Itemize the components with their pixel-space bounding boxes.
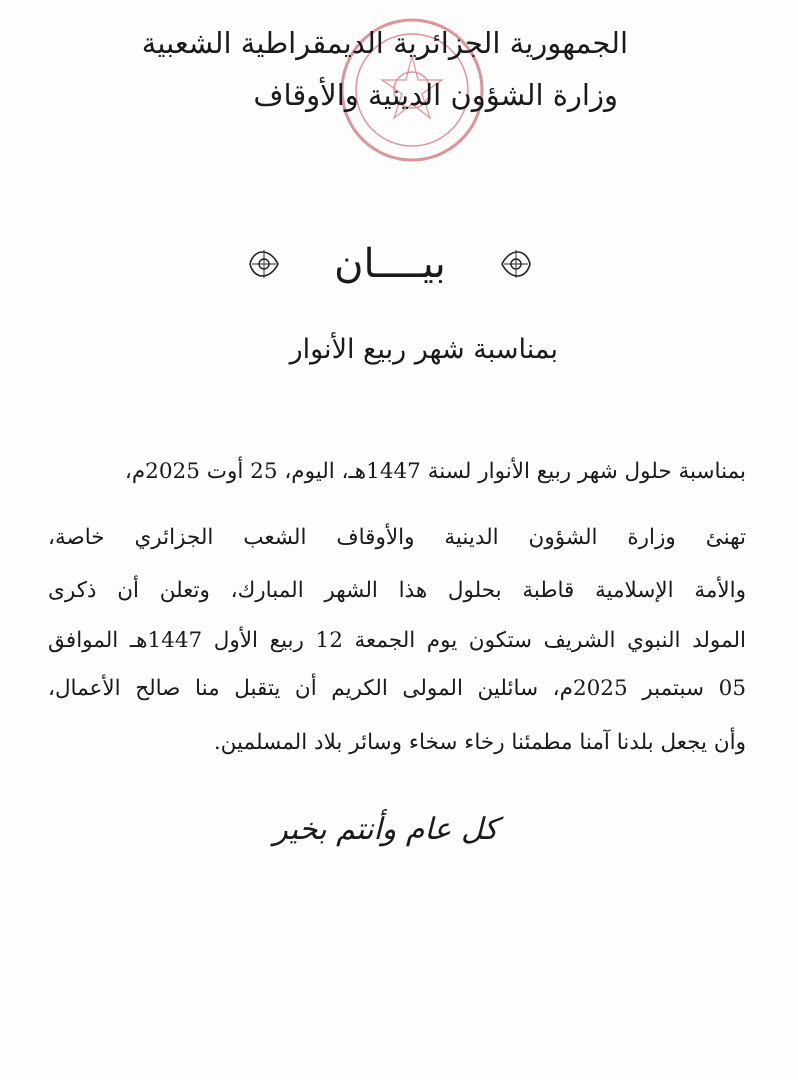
statement-subtitle: بمناسبة شهر ربيع الأنوار — [289, 334, 558, 365]
body-line: 05 سبتمبر 2025م، سائلين المولى الكريم أن يتقبل منا صالح الأعمال، — [48, 676, 746, 701]
title-text: بيــــان — [334, 241, 446, 287]
body-line: تهنئ وزارة الشؤون الدينية والأوقاف الشعب الجزائري خاصة، — [48, 525, 746, 550]
closing-greeting: كل عام وأنتم بخير — [273, 812, 498, 847]
header-country-name: الجمهورية الجزائرية الديمقراطية الشعبية — [141, 26, 628, 60]
header-ministry-name: وزارة الشؤون الدينية والأوقاف — [253, 78, 618, 112]
intro-paragraph: بمناسبة حلول شهر ربيع الأنوار لسنة 1447هـ، اليوم، 25 أوت 2025م، — [124, 459, 746, 484]
statement-title — [240, 234, 540, 294]
body-line: والأمة الإسلامية قاطبة بحلول هذا الشهر المبارك، وتعلن أن ذكرى — [48, 578, 746, 603]
body-line: المولد النبوي الشريف ستكون يوم الجمعة 12 ربيع الأول 1447هـ الموافق — [48, 628, 746, 653]
body-line: وأن يجعل بلدنا آمنا مطمئنا رخاء سخاء وسائر بلاد المسلمين. — [213, 730, 746, 755]
floral-ornament-icon — [498, 244, 534, 284]
floral-ornament-icon — [246, 244, 282, 284]
